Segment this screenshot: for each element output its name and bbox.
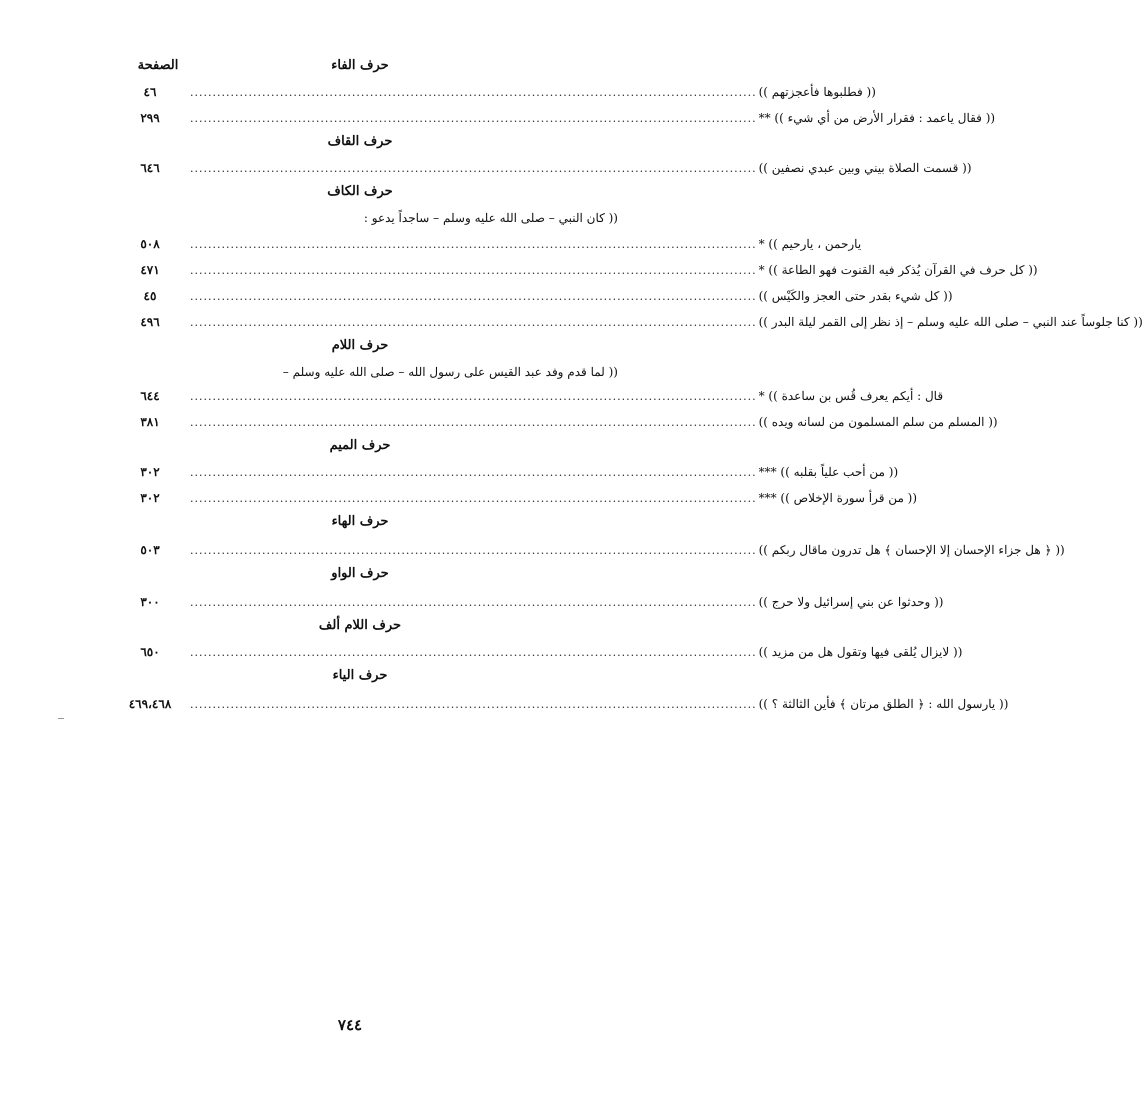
entry-page: ٤٧١: [140, 263, 160, 277]
entry-text: (( يارسول الله : ﴿ الطلق مرتان ﴾ فأين الثالثة ؟ )): [758, 697, 1009, 711]
entry-page: ٦٤٤: [140, 389, 160, 403]
entry-text: (( كل شيء بقدر حتى العجز والكَيْس )): [758, 289, 953, 303]
entry-page: ٤٦٩،٤٦٨: [128, 697, 172, 711]
leader-dots: ..............................................................................................................................: [190, 389, 757, 403]
entry-page: ٤٦: [143, 85, 157, 99]
heading-faa: حرف الفاء: [331, 58, 389, 73]
entry-page: ٣٠٢: [140, 465, 160, 479]
entry-page: ٣٠٠: [140, 595, 160, 609]
leader-dots: ..............................................................................................................................: [190, 289, 757, 303]
entry-text: (( ﴿ هل جزاء الإحسان إلا الإحسان ﴾ هل تدرون ماقال ربكم )): [758, 543, 1065, 557]
entry-text: (( كل حرف في القرآن يُذكر فيه القنوت فهو الطاعة )) *: [758, 263, 1038, 277]
index-entry: [110, 386, 944, 406]
index-entry: [110, 286, 953, 306]
index-entry: [110, 412, 998, 432]
entry-text: (( لما قدم وفد عبد القيس على رسول الله – صلى الله عليه وسلم –: [282, 365, 618, 379]
heading-lam-alif: حرف اللام ألف: [318, 618, 402, 633]
heading-qaf: حرف القاف: [327, 134, 393, 149]
entry-page: ٣٠٢: [140, 491, 160, 505]
entry-page: ٤٩٦: [140, 315, 160, 329]
index-entry: [110, 488, 918, 508]
leader-dots: ..............................................................................................................................: [190, 465, 757, 479]
leader-dots: ..............................................................................................................................: [190, 697, 757, 711]
entry-text: يارحمن ، يارحيم )) *: [758, 237, 862, 251]
entry-page: ٤٥: [143, 289, 157, 303]
index-entry: [110, 540, 1065, 560]
heading-waw: حرف الواو: [331, 566, 389, 581]
entry-page: ٦٥٠: [140, 645, 160, 659]
entry-text: قال : أيكم يعرف قُس بن ساعدة )) *: [758, 389, 944, 403]
index-entry-line: [110, 208, 618, 228]
entry-page: ٥٠٣: [140, 543, 160, 557]
entry-text: (( فطلبوها فأعجزتهم )): [758, 85, 876, 99]
entry-text: (( فقال ياعمد : فقرار الأرض من أي شيء )) **: [758, 111, 996, 125]
leader-dots: ..............................................................................................................................: [190, 161, 757, 175]
leader-dots: ..............................................................................................................................: [190, 237, 757, 251]
index-entry: [110, 312, 1143, 332]
heading-yaa: حرف الياء: [332, 668, 388, 683]
page-column-header: الصفحة: [137, 58, 179, 73]
leader-dots: ..............................................................................................................................: [190, 543, 757, 557]
index-entry: [110, 462, 899, 482]
heading-kaf: حرف الكاف: [327, 184, 393, 199]
leader-dots: ..............................................................................................................................: [190, 315, 757, 329]
entry-text: (( وحدثوا عن بني إسرائيل ولا حرج )): [758, 595, 944, 609]
entry-page: ٣٨١: [140, 415, 160, 429]
leader-dots: ..............................................................................................................................: [190, 491, 757, 505]
index-entry-line: [110, 362, 618, 382]
entry-page: ٦٤٦: [140, 161, 160, 175]
entry-text: (( من أحب علياً بقلبه )) ***: [758, 465, 899, 479]
page-number: ٧٤٤: [337, 1016, 363, 1034]
index-entry: [110, 82, 876, 102]
index-entry: [110, 158, 972, 178]
leader-dots: ..............................................................................................................................: [190, 645, 757, 659]
heading-meem: حرف الميم: [329, 438, 391, 453]
index-entry: [110, 234, 862, 254]
entry-text: (( قسمت الصلاة بيني وبين عبدي نصفين )): [758, 161, 972, 175]
leader-dots: ..............................................................................................................................: [190, 85, 757, 99]
index-entry: [110, 642, 963, 662]
entry-page: ٢٩٩: [140, 111, 160, 125]
entry-text: (( كان النبي – صلى الله عليه وسلم – ساجداً يدعو :: [363, 211, 618, 225]
index-entry: [110, 260, 1038, 280]
index-entry: [110, 108, 996, 128]
index-entry: [110, 694, 1009, 714]
entry-text: (( من قرأ سورة الإخلاص )) ***: [758, 491, 918, 505]
index-entry: [110, 592, 944, 612]
leader-dots: ..............................................................................................................................: [190, 263, 757, 277]
heading-haa: حرف الهاء: [331, 514, 389, 529]
margin-mark: [58, 718, 64, 719]
leader-dots: ..............................................................................................................................: [190, 595, 757, 609]
entry-text: (( كنا جلوساً عند النبي – صلى الله عليه وسلم – إذ نظر إلى القمر ليلة البدر )): [758, 315, 1143, 329]
entry-text: (( لايزال يُلقى فيها وتقول هل من مزيد )): [758, 645, 963, 659]
leader-dots: ..............................................................................................................................: [190, 111, 757, 125]
entry-page: ٥٠٨: [140, 237, 160, 251]
heading-lam: حرف اللام: [331, 338, 389, 353]
entry-text: (( المسلم من سلم المسلمون من لسانه ويده )): [758, 415, 998, 429]
leader-dots: ..............................................................................................................................: [190, 415, 757, 429]
